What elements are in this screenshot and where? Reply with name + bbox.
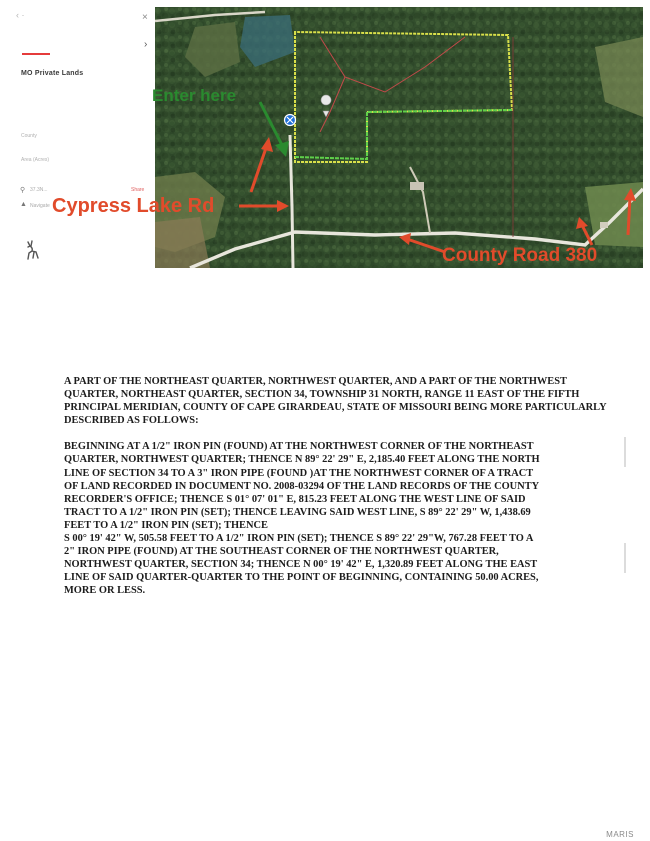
layer-title: MO Private Lands (21, 70, 84, 77)
back-link[interactable]: ‹ · (16, 10, 25, 20)
scan-mark (624, 543, 626, 573)
map-canvas[interactable] (155, 7, 643, 268)
county-label: County (21, 133, 37, 139)
building-east (600, 222, 608, 228)
accent-divider (22, 53, 50, 55)
location-pin-icon: ⚲ (20, 187, 26, 194)
legal-line: OF LAND RECORDED IN DOCUMENT NO. 2008-03294 OF THE LAND RECORDS OF THE COUNTY (64, 480, 540, 492)
legal-line: FEET TO A 1/2" IRON PIN (SET); THENCE (64, 519, 268, 531)
navigate-icon[interactable]: ▲ (20, 201, 27, 208)
navigate-label[interactable]: Navigate (30, 203, 50, 209)
legal-line: LINE OF SAID QUARTER-QUARTER TO THE POINT OF BEGINNING, CONTAINING 50.00 ACRES, (64, 572, 539, 584)
area-label: Area (Acres) (21, 157, 50, 163)
legal-line: LINE OF SECTION 34 TO A 3" IRON PIPE (FOUND )AT THE NORTHWEST CORNER OF A TRACT (64, 467, 534, 479)
property-sidebar (14, 6, 154, 268)
legal-paragraph-boundary (64, 440, 612, 597)
watermark: MARIS (606, 830, 634, 839)
legal-line: RECORDER'S OFFICE; THENCE S 01° 07' 01" E, 815.23 FEET ALONG THE WEST LINE OF SAID (64, 493, 526, 505)
share-link[interactable]: Share (131, 187, 145, 193)
legal-description (64, 375, 612, 598)
legal-line: QUARTER, NORTHWEST QUARTER; THENCE N 89° 22' 29" E, 2,185.40 FEET ALONG THE NORTH (64, 454, 540, 466)
county-arrow-east-shaft (628, 197, 630, 235)
deer-logo-icon (24, 240, 42, 260)
chevron-right-icon[interactable]: › (144, 39, 148, 50)
location-coordinates: 37.3N... (30, 187, 48, 193)
enter-here-label: Enter here (152, 86, 237, 105)
legal-line: TRACT TO A 1/2" IRON PIN (SET); THENCE LEAVING SAID WEST LINE, S 89° 22' 29" W, 1,438.69 (64, 506, 531, 518)
cypress-lake-rd-label: Cypress Lake Rd (52, 195, 215, 217)
close-icon[interactable]: × (142, 12, 148, 23)
scan-mark (624, 437, 626, 467)
legal-line: S 00° 19' 42" W, 505.58 FEET TO A 1/2" IRON PIN (SET); THENCE S 89° 22' 29"W, 767.28 FEET TO A (64, 533, 534, 545)
satellite-map[interactable] (155, 7, 643, 268)
legal-paragraph-intro: A PART OF THE NORTHEAST QUARTER, NORTHWEST QUARTER, AND A PART OF THE NORTHWEST QUARTER, NORTHEAST QUARTER, SECTION 34, TOWNSHIP 31 NORTH, RANGE 11 EAST OF THE FIFTH PRINCIPAL MERIDIAN, COUNTY OF CAPE GIRARDEAU, STATE OF MISSOURI BEING MORE PARTICULARLY DESCRIBED AS FOLLOWS: (64, 376, 607, 427)
legal-line: 2" IRON PIPE (FOUND) AT THE SOUTHEAST CORNER OF THE NORTHWEST QUARTER, (64, 546, 499, 558)
legal-line: BEGINNING AT A 1/2" IRON PIN (FOUND) AT THE NORTHWEST CORNER OF THE NORTHEAST (64, 441, 534, 453)
legal-line: MORE OR LESS. (64, 585, 146, 597)
county-road-label: County Road 380 (442, 245, 598, 266)
building (410, 182, 424, 190)
legal-line: NORTHWEST QUARTER, SECTION 34; THENCE N 00° 19' 42" E, 1,320.89 FEET ALONG THE EAST (64, 559, 538, 571)
